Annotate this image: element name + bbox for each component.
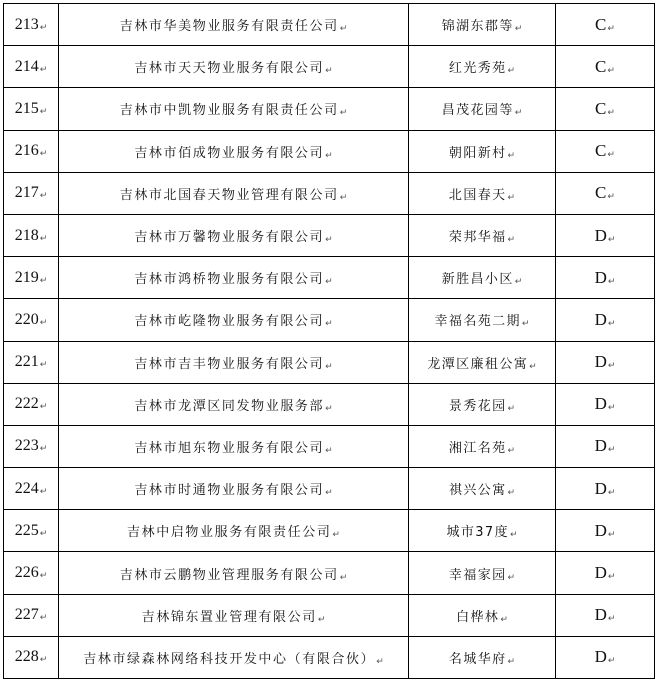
paragraph-mark-icon: ↵ (607, 529, 616, 540)
paragraph-mark-icon: ↵ (39, 233, 48, 244)
grade-cell (556, 510, 655, 552)
paragraph-mark-icon: ↵ (514, 24, 523, 35)
company-name-text: 吉林市万馨物业服务有限公司 (134, 230, 325, 246)
community-name-cell (409, 299, 556, 341)
paragraph-mark-icon: ↵ (339, 108, 348, 119)
paragraph-mark-icon: ↵ (500, 614, 508, 625)
paragraph-mark-icon: ↵ (39, 149, 48, 160)
company-name-text: 吉林市屹隆物业服务有限公司 (134, 314, 325, 330)
grade-cell (556, 636, 655, 678)
company-name-cell (59, 468, 409, 510)
grade-text: C (595, 98, 607, 118)
row-number-text: 214 (14, 57, 39, 75)
paragraph-mark-icon: ↵ (39, 64, 48, 75)
company-name-cell (59, 594, 409, 636)
paragraph-mark-icon: ↵ (39, 22, 48, 33)
community-name-cell (409, 257, 556, 299)
community-name-cell (409, 172, 556, 214)
community-name-cell (409, 130, 556, 172)
table-row (4, 4, 655, 46)
community-name-text: 昌茂花园等 (441, 103, 514, 119)
row-number-text: 215 (14, 99, 39, 117)
row-number-cell (4, 552, 59, 594)
company-name-text: 吉林市华美物业服务有限责任公司 (119, 19, 339, 35)
table-row (4, 299, 655, 341)
paragraph-mark-icon: ↵ (39, 486, 48, 497)
row-number-text: 219 (14, 268, 39, 286)
community-name-text: 龙潭区廉租公寓 (427, 356, 529, 372)
row-number-cell (4, 88, 59, 130)
paragraph-mark-icon: ↵ (514, 277, 523, 288)
table-row (4, 636, 655, 678)
grade-text: D (594, 647, 607, 667)
company-name-text: 吉林市云鹏物业管理服务有限公司 (119, 567, 339, 583)
community-name-cell (409, 594, 556, 636)
grade-text: D (594, 352, 607, 372)
paragraph-mark-icon: ↵ (325, 488, 333, 499)
row-number-cell (4, 130, 59, 172)
row-number-text: 223 (14, 437, 39, 455)
community-name-cell (409, 4, 556, 46)
grade-cell (556, 46, 655, 88)
grade-text: C (595, 14, 607, 34)
company-name-text: 吉林市吉丰物业服务有限公司 (134, 356, 325, 372)
row-number-cell (4, 636, 59, 678)
paragraph-mark-icon: ↵ (325, 361, 333, 372)
community-name-cell (409, 46, 556, 88)
paragraph-mark-icon: ↵ (607, 107, 615, 118)
row-number-text: 221 (14, 353, 39, 371)
community-name-text: 新胜昌小区 (441, 272, 514, 288)
community-name-cell (409, 341, 556, 383)
paragraph-mark-icon: ↵ (607, 487, 616, 498)
community-name-text: 名城华府 (448, 651, 507, 667)
grade-text: C (595, 141, 607, 161)
table-row (4, 341, 655, 383)
community-name-cell (409, 510, 556, 552)
paragraph-mark-icon: ↵ (325, 403, 333, 414)
grade-cell (556, 257, 655, 299)
table-row (4, 594, 655, 636)
rating-table (3, 3, 655, 679)
company-name-cell (59, 552, 409, 594)
table-row (4, 88, 655, 130)
grade-cell (556, 130, 655, 172)
paragraph-mark-icon: ↵ (39, 655, 48, 666)
row-number-cell (4, 172, 59, 214)
paragraph-mark-icon: ↵ (325, 277, 333, 288)
community-name-text: 红光秀苑 (448, 61, 507, 77)
row-number-cell (4, 594, 59, 636)
company-name-text: 吉林市北国春天物业管理有限公司 (119, 187, 339, 203)
company-name-text: 吉林市龙潭区同发物业服务部 (134, 398, 325, 414)
table-row (4, 214, 655, 256)
grade-cell (556, 383, 655, 425)
paragraph-mark-icon: ↵ (507, 192, 516, 203)
paragraph-mark-icon: ↵ (39, 444, 48, 455)
row-number-cell (4, 299, 59, 341)
paragraph-mark-icon: ↵ (376, 656, 384, 667)
grade-cell (556, 88, 655, 130)
paragraph-mark-icon: ↵ (39, 191, 48, 202)
company-name-cell (59, 46, 409, 88)
community-name-cell (409, 88, 556, 130)
row-number-cell (4, 510, 59, 552)
paragraph-mark-icon: ↵ (507, 445, 516, 456)
paragraph-mark-icon: ↵ (607, 192, 615, 203)
row-number-text: 227 (14, 606, 39, 624)
paragraph-mark-icon: ↵ (39, 317, 48, 328)
company-name-cell (59, 214, 409, 256)
company-name-cell (59, 257, 409, 299)
community-name-text: 幸福家园 (448, 567, 507, 583)
paragraph-mark-icon: ↵ (325, 319, 333, 330)
grade-cell (556, 468, 655, 510)
company-name-cell (59, 341, 409, 383)
grade-cell (556, 4, 655, 46)
community-name-cell (409, 425, 556, 467)
grade-text: D (594, 225, 607, 245)
paragraph-mark-icon: ↵ (607, 572, 616, 583)
company-name-text: 吉林锦东置业管理有限公司 (141, 609, 317, 625)
paragraph-mark-icon: ↵ (39, 106, 48, 117)
paragraph-mark-icon: ↵ (507, 150, 516, 161)
paragraph-mark-icon: ↵ (339, 192, 348, 203)
row-number-text: 228 (14, 648, 39, 666)
table-row (4, 383, 655, 425)
grade-text: D (594, 520, 607, 540)
row-number-cell (4, 4, 59, 46)
company-name-cell (59, 636, 409, 678)
grade-cell (556, 214, 655, 256)
company-name-text: 吉林市绿森林网络科技开发中心（有限合伙） (83, 651, 376, 667)
grade-text: D (594, 394, 607, 414)
grade-text: D (594, 478, 607, 498)
paragraph-mark-icon: ↵ (607, 234, 616, 245)
company-name-cell (59, 88, 409, 130)
row-number-text: 216 (14, 142, 39, 160)
paragraph-mark-icon: ↵ (607, 65, 615, 76)
community-name-cell (409, 214, 556, 256)
company-name-text: 吉林市旭东物业服务有限公司 (134, 440, 325, 456)
row-number-cell (4, 214, 59, 256)
paragraph-mark-icon: ↵ (325, 445, 333, 456)
grade-text: C (595, 183, 607, 203)
community-name-text: 锦湖东郡等 (441, 19, 514, 35)
paragraph-mark-icon: ↵ (317, 614, 326, 625)
company-name-cell (59, 4, 409, 46)
paragraph-mark-icon: ↵ (521, 319, 530, 330)
row-number-text: 224 (14, 479, 39, 497)
community-name-text: 幸福名苑二期 (434, 314, 521, 330)
community-name-text: 北国春天 (448, 187, 507, 203)
paragraph-mark-icon: ↵ (507, 403, 516, 414)
paragraph-mark-icon: ↵ (607, 361, 616, 372)
paragraph-mark-icon: ↵ (325, 235, 333, 246)
paragraph-mark-icon: ↵ (514, 108, 523, 119)
row-number-cell (4, 46, 59, 88)
row-number-text: 226 (14, 564, 39, 582)
paragraph-mark-icon: ↵ (607, 150, 615, 161)
community-name-text: 荣邦华福 (448, 230, 507, 246)
table-row (4, 552, 655, 594)
table-row (4, 510, 655, 552)
table-row (4, 468, 655, 510)
paragraph-mark-icon: ↵ (325, 150, 333, 161)
community-name-text: 湘江名苑 (448, 440, 507, 456)
company-name-cell (59, 130, 409, 172)
company-name-cell (59, 299, 409, 341)
table-row (4, 130, 655, 172)
table-row (4, 425, 655, 467)
paragraph-mark-icon: ↵ (339, 572, 348, 583)
paragraph-mark-icon: ↵ (332, 530, 340, 541)
grade-text: D (594, 267, 607, 287)
company-name-cell (59, 510, 409, 552)
paragraph-mark-icon: ↵ (607, 23, 615, 34)
company-name-text: 吉林市中凯物业服务有限责任公司 (119, 103, 339, 119)
paragraph-mark-icon: ↵ (507, 572, 516, 583)
company-name-text: 吉林市天天物业服务有限公司 (134, 61, 325, 77)
paragraph-mark-icon: ↵ (507, 656, 516, 667)
community-name-text: 祺兴公寓 (448, 483, 507, 499)
grade-cell (556, 172, 655, 214)
row-number-text: 225 (14, 521, 39, 539)
community-name-cell (409, 383, 556, 425)
row-number-cell (4, 257, 59, 299)
grade-cell (556, 341, 655, 383)
company-name-cell (59, 383, 409, 425)
company-name-text: 吉林市鸿桥物业服务有限公司 (134, 272, 325, 288)
community-name-text: 白桦林 (456, 609, 500, 625)
table-row (4, 257, 655, 299)
company-name-text: 吉林市佰成物业服务有限公司 (134, 145, 325, 161)
community-name-text: 景秀花园 (448, 398, 507, 414)
paragraph-mark-icon: ↵ (39, 360, 48, 371)
company-name-text: 吉林市时通物业服务有限公司 (134, 483, 325, 499)
paragraph-mark-icon: ↵ (507, 66, 516, 77)
row-number-text: 222 (14, 395, 39, 413)
paragraph-mark-icon: ↵ (607, 403, 616, 414)
paragraph-mark-icon: ↵ (529, 361, 537, 372)
company-name-cell (59, 425, 409, 467)
paragraph-mark-icon: ↵ (339, 24, 348, 35)
paragraph-mark-icon: ↵ (39, 613, 48, 624)
grade-text: D (594, 309, 607, 329)
grade-cell (556, 299, 655, 341)
row-number-text: 218 (14, 226, 39, 244)
row-number-text: 220 (14, 310, 39, 328)
row-number-text: 217 (14, 184, 39, 202)
community-name-cell (409, 552, 556, 594)
grade-cell (556, 425, 655, 467)
grade-text: C (595, 56, 607, 76)
company-name-text: 吉林中启物业服务有限责任公司 (127, 525, 332, 541)
paragraph-mark-icon: ↵ (607, 445, 616, 456)
paragraph-mark-icon: ↵ (607, 276, 616, 287)
row-number-cell (4, 468, 59, 510)
row-number-cell (4, 383, 59, 425)
paragraph-mark-icon: ↵ (39, 528, 48, 539)
paragraph-mark-icon: ↵ (607, 614, 616, 625)
paragraph-mark-icon: ↵ (607, 318, 616, 329)
paragraph-mark-icon: ↵ (507, 235, 516, 246)
grade-text: D (594, 563, 607, 583)
grade-text: D (594, 436, 607, 456)
table-row (4, 172, 655, 214)
grade-text: D (594, 605, 607, 625)
table-row (4, 46, 655, 88)
paragraph-mark-icon: ↵ (39, 571, 48, 582)
paragraph-mark-icon: ↵ (39, 402, 48, 413)
company-name-cell (59, 172, 409, 214)
rating-table-body (4, 4, 655, 679)
community-name-cell (409, 636, 556, 678)
paragraph-mark-icon: ↵ (507, 488, 516, 499)
paragraph-mark-icon: ↵ (607, 656, 616, 667)
grade-cell (556, 552, 655, 594)
row-number-cell (4, 425, 59, 467)
community-name-cell (409, 468, 556, 510)
row-number-text: 213 (14, 15, 39, 33)
paragraph-mark-icon: ↵ (325, 66, 333, 77)
row-number-cell (4, 341, 59, 383)
community-name-text: 城市37度 (446, 525, 509, 541)
community-name-text: 朝阳新村 (448, 145, 507, 161)
grade-cell (556, 594, 655, 636)
paragraph-mark-icon: ↵ (510, 530, 518, 541)
paragraph-mark-icon: ↵ (39, 275, 48, 286)
